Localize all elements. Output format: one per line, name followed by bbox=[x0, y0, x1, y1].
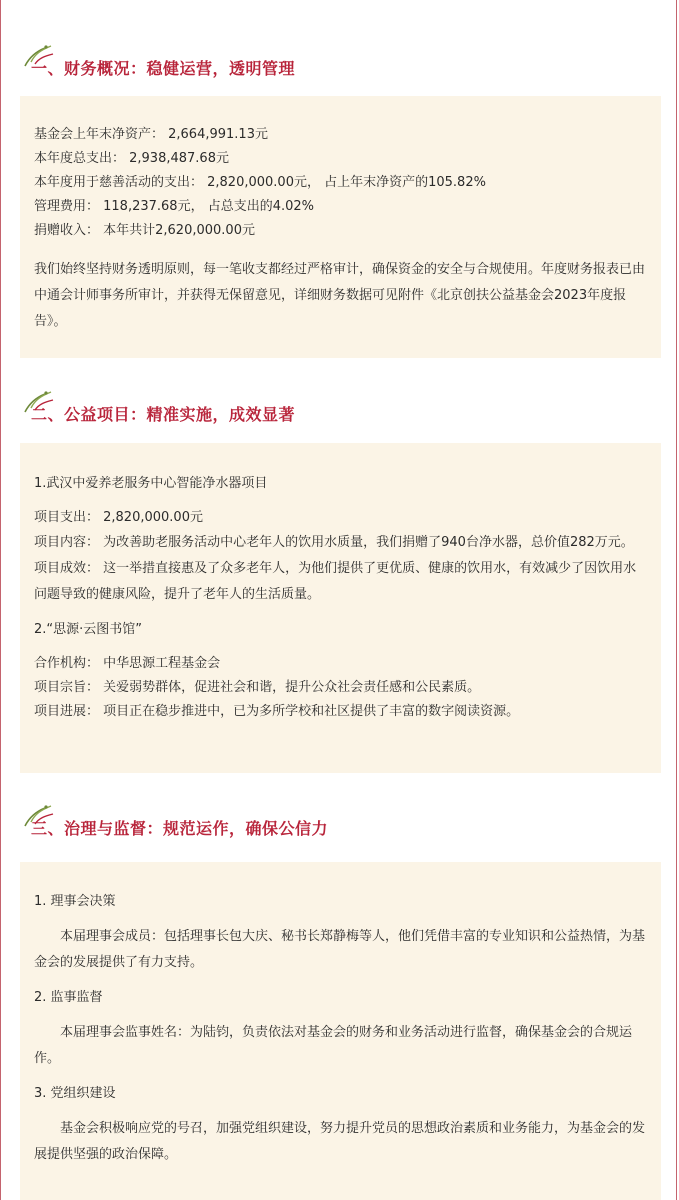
project-2-progress: 项目进展： 项目正在稳步推进中，已为多所学校和社区提供了丰富的数字阅读资源。 bbox=[34, 704, 520, 719]
section-1-heading bbox=[21, 40, 661, 80]
section-1-title: 一、财务概况：稳健运营，透明管理 bbox=[31, 59, 296, 78]
management-fee-line: 管理费用： 118,237.68元， 占总支出的4.02% bbox=[34, 199, 314, 214]
section-2-heading bbox=[21, 386, 661, 426]
project-1-title: 1.武汉中爱养老服务中心智能净水器项目 bbox=[34, 476, 268, 491]
net-assets-line: 基金会上年末净资产： 2,664,991.13元 bbox=[34, 127, 268, 142]
section-3-heading bbox=[21, 800, 661, 840]
finance-transparency-paragraph: 我们始终坚持财务透明原则，每一笔收支都经过严格审计，确保资金的安全与合规使用。年度财务报表已由中通会计师事务所审计，并获得无保留意见，详细财务数据可见附件《北京创扶公益基金会2023年度报告》。 bbox=[34, 262, 646, 329]
governance-item-2-label: 2. 监事监督 bbox=[34, 990, 103, 1005]
project-2-purpose: 项目宗旨： 关爱弱势群体，促进社会和谐，提升公众社会责任感和公民素质。 bbox=[34, 680, 481, 695]
governance-item-1-text: 本届理事会成员：包括理事长包大庆、秘书长郑静梅等人，他们凭借丰富的专业知识和公益热情，为基金会的发展提供了有力支持。 bbox=[34, 929, 646, 970]
section-2-title: 二、公益项目：精准实施，成效显著 bbox=[31, 405, 296, 424]
charity-expense-line: 本年度用于慈善活动的支出： 2,820,000.00元， 占上年末净资产的105.82% bbox=[34, 175, 486, 190]
project-2-partner: 合作机构： 中华思源工程基金会 bbox=[34, 656, 221, 671]
project-1-content: 项目内容： 为改善助老服务活动中心老年人的饮用水质量，我们捐赠了940台净水器，总价值282万元。 bbox=[34, 535, 634, 550]
governance-item-1-label: 1. 理事会决策 bbox=[34, 894, 116, 909]
section-3-title: 三、治理与监督：规范运作，确保公信力 bbox=[31, 819, 329, 838]
finance-summary-box bbox=[20, 96, 661, 358]
projects-box bbox=[20, 443, 661, 773]
governance-box bbox=[20, 862, 661, 1200]
donation-income-line: 捐赠收入： 本年共计2,620,000.00元 bbox=[34, 223, 255, 238]
governance-item-3-text: 基金会积极响应党的号召，加强党组织建设，努力提升党员的思想政治素质和业务能力，为基金会的发展提供坚强的政治保障。 bbox=[34, 1121, 646, 1162]
governance-item-2-text: 本届理事会监事姓名：为陆钧，负责依法对基金会的财务和业务活动进行监督，确保基金会的合规运作。 bbox=[34, 1025, 633, 1066]
total-expense-line: 本年度总支出： 2,938,487.68元 bbox=[34, 151, 229, 166]
governance-item-3-label: 3. 党组织建设 bbox=[34, 1086, 116, 1101]
project-2-title: 2.“思源·云图书馆” bbox=[34, 622, 143, 637]
project-1-effect: 项目成效： 这一举措直接惠及了众多老年人，为他们提供了更优质、健康的饮用水，有效减少了因饮用水问题导致的健康风险，提升了老年人的生活质量。 bbox=[34, 561, 637, 602]
project-1-expense: 项目支出： 2,820,000.00元 bbox=[34, 510, 203, 525]
